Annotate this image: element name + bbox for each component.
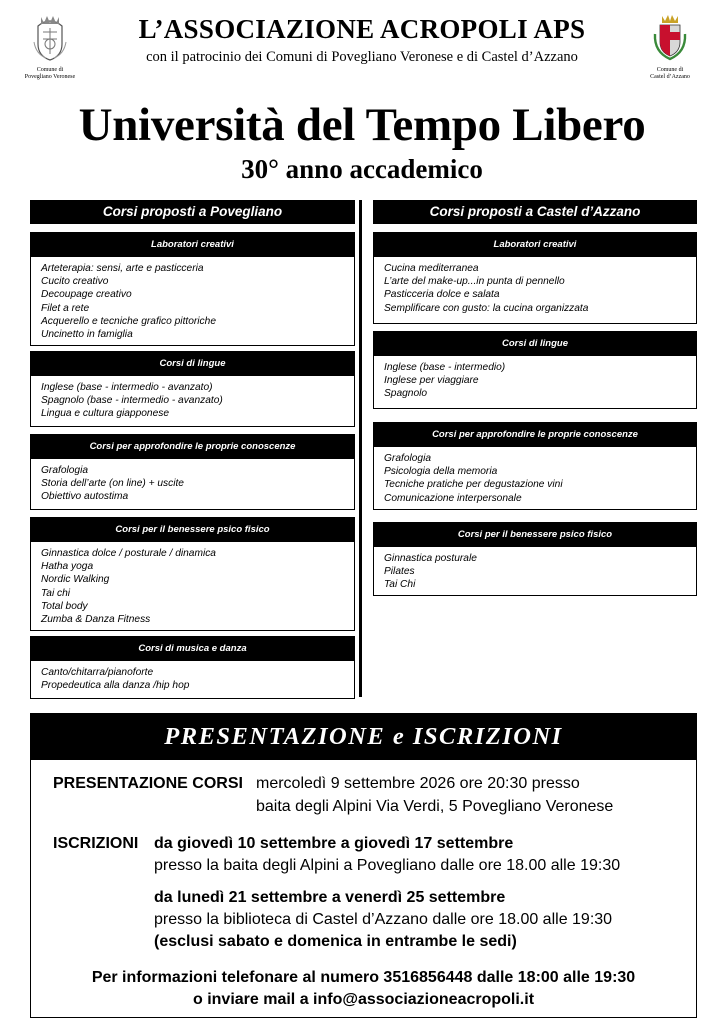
course-item: Lingua e cultura giapponese: [41, 408, 170, 420]
course-item: Total body: [41, 600, 88, 612]
iscrizioni-castel-place: presso la biblioteca di Castel d’Azzano dalle ore 18.00 alle 19:30: [154, 911, 613, 928]
course-item: Psicologia della memoria: [384, 466, 498, 478]
course-item: Cucina mediterranea: [384, 263, 479, 274]
course-item: Nordic Walking: [41, 574, 110, 586]
course-item: Hatha yoga: [41, 561, 94, 573]
povegliano-section-benessere: [30, 517, 355, 631]
course-item: Inglese (base - intermedio - avanzato): [41, 382, 213, 393]
course-item: Pasticceria dolce e salata: [384, 289, 500, 301]
section-title: Laboratori creativi: [31, 233, 354, 257]
course-item: Tai Chi: [384, 579, 416, 591]
povegliano-section-laboratori: [30, 232, 355, 346]
section-title: Corsi per approfondire le proprie conoscenze: [31, 435, 354, 459]
castel-section-laboratori: [373, 232, 697, 324]
presentation-corsi-place: baita degli Alpini Via Verdi, 5 Povegliano Veronese: [256, 798, 614, 815]
patronage-line: con il patrocinio dei Comuni di Povegliano Veronese e di Castel d’Azzano: [146, 49, 578, 65]
course-item: Canto/chitarra/pianoforte: [41, 667, 154, 678]
presentation-corsi-date: mercoledì 9 settembre 2026 ore 20:30 presso: [256, 775, 580, 792]
course-item: Spagnolo (base - intermedio - avanzato): [41, 395, 223, 407]
page-subtitle: 30° anno accademico: [241, 154, 483, 184]
association-name: L’ASSOCIAZIONE ACROPOLI APS: [138, 14, 586, 44]
course-item: Tecniche pratiche per degustazione vini: [384, 479, 563, 491]
course-item: Ginnastica posturale: [384, 553, 477, 564]
info-phone: Per informazioni telefonare al numero 3516856448 dalle 18:00 alle 19:30: [91, 969, 636, 986]
course-item: Storia dell’arte (on line) + uscite: [41, 478, 184, 490]
povegliano-section-lingue: [30, 351, 355, 427]
course-item: Cucito creativo: [41, 276, 109, 288]
course-item: Comunicazione interpersonale: [384, 492, 522, 504]
castel-dazzano-column-title: Corsi proposti a Castel d’Azzano: [373, 200, 697, 224]
course-item: Grafologia: [384, 453, 432, 464]
info-email: o inviare mail a info@associazioneacropoli.it: [192, 991, 535, 1008]
column-divider: [359, 200, 362, 697]
course-item: Propedeutica alla danza /hip hop: [41, 680, 190, 692]
course-item: Ginnastica dolce / posturale / dinamica: [41, 548, 216, 559]
course-item: Spagnolo: [384, 388, 428, 400]
right-crest-caption: Comune di Castel d’Azzano: [650, 67, 690, 80]
castel-section-lingue: [373, 331, 697, 409]
course-item: Uncinetto in famiglia: [41, 329, 133, 341]
page-title: Università del Tempo Libero: [78, 99, 646, 151]
section-title: Laboratori creativi: [374, 233, 696, 257]
iscrizioni-castel-dates: da lunedì 21 settembre a venerdì 25 settembre: [154, 889, 506, 906]
povegliano-column-title: Corsi proposti a Povegliano: [30, 200, 355, 224]
course-item: Pilates: [384, 566, 415, 578]
povegliano-section-conoscenze: [30, 434, 355, 510]
presentation-title: PRESENTAZIONE e ISCRIZIONI: [31, 714, 696, 760]
iscrizioni-povegliano-place: presso la baita degli Alpini a Povegliano dalle ore 18.00 alle 19:30: [154, 857, 621, 874]
left-crest-caption: Comune di Povegliano Veronese: [24, 67, 76, 80]
course-item: Zumba & Danza Fitness: [41, 614, 151, 626]
course-item: Semplificare con gusto: la cucina organizzata: [384, 302, 589, 314]
section-title: Corsi per il benessere psico fisico: [31, 518, 354, 542]
section-title: Corsi per approfondire le proprie conoscenze: [374, 423, 696, 447]
section-title: Corsi di lingue: [31, 352, 354, 376]
course-item: Arteterapia: sensi, arte e pasticceria: [41, 263, 204, 274]
section-title: Corsi per il benessere psico fisico: [374, 523, 696, 547]
course-item: Acquerello e tecniche grafico pittoriche: [41, 315, 216, 327]
course-item: Inglese per viaggiare: [384, 375, 479, 387]
course-item: Decoupage creativo: [41, 289, 132, 301]
course-item: Obiettivo autostima: [41, 491, 129, 503]
iscrizioni-povegliano-dates: da giovedì 10 settembre a giovedì 17 settembre: [154, 835, 514, 852]
course-item: Inglese (base - intermedio): [384, 362, 506, 373]
course-item: Tai chi: [41, 587, 71, 599]
course-item: L’arte del make-up...in punta di pennello: [384, 276, 565, 288]
castel-section-conoscenze: [373, 422, 697, 510]
presentation-corsi-label: PRESENTAZIONE CORSI: [53, 775, 243, 792]
section-title: Corsi di musica e danza: [31, 637, 354, 661]
povegliano-section-musica: [30, 636, 355, 699]
section-title: Corsi di lingue: [374, 332, 696, 356]
course-item: Grafologia: [41, 465, 89, 476]
presentation-box: [30, 713, 697, 1018]
course-item: Filet a rete: [41, 302, 90, 314]
iscrizioni-note: (esclusi sabato e domenica in entrambe le sedi): [154, 933, 517, 950]
castel-section-benessere: [373, 522, 697, 596]
iscrizioni-label: ISCRIZIONI: [53, 835, 139, 852]
